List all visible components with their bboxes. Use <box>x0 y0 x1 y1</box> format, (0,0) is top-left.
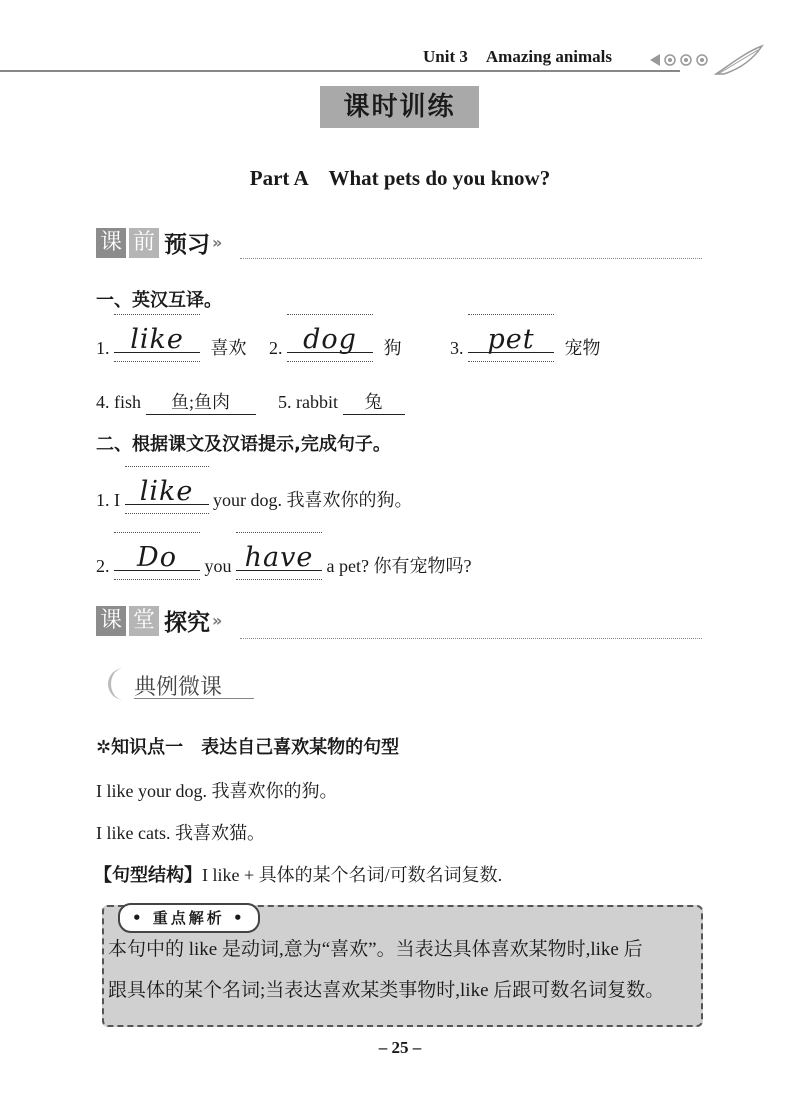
sentence-2 <box>96 542 472 578</box>
handwritten-answer: Do <box>137 542 177 573</box>
section-label: 探究 <box>164 610 210 636</box>
section-divider <box>240 638 702 639</box>
handwritten-answer: like <box>130 324 184 355</box>
header-unit: Unit 3 <box>423 47 468 66</box>
lesson-subtitle: 典例微课 <box>134 675 223 700</box>
answer-blank[interactable] <box>468 324 554 355</box>
written-answer: 鱼;鱼肉 <box>170 392 230 412</box>
double-arrow-icon: » <box>212 233 223 252</box>
lesson-underline <box>134 698 254 699</box>
structure-tag: 【句型结构】 <box>94 865 202 886</box>
item-number: 1. <box>96 338 110 358</box>
running-header <box>423 47 612 67</box>
item-number: 2. <box>269 338 283 358</box>
question-heading: 一、英汉互译。 <box>96 290 222 311</box>
handwritten-answer: dog <box>303 324 357 355</box>
sentence-structure <box>94 861 502 887</box>
section-tile: 堂 <box>129 606 159 636</box>
item-number: 4. <box>96 392 110 412</box>
feather-ornament-icon <box>646 44 766 80</box>
translation-row-1 <box>96 324 601 360</box>
item-number: 1. <box>96 490 110 510</box>
double-arrow-icon: » <box>212 611 223 630</box>
example-sentence: I like your dog. 我喜欢你的狗。 <box>96 781 338 801</box>
chinese-meaning: 喜欢 <box>210 338 247 358</box>
chinese-meaning: 狗 <box>383 338 402 358</box>
knowledge-point-title: ✲知识点一 表达自己喜欢某物的句型 <box>96 737 400 758</box>
english-word: fish <box>114 392 141 412</box>
section-tile: 课 <box>96 606 126 636</box>
written-answer: 兔 <box>364 392 383 412</box>
sentence-text: I <box>114 490 120 510</box>
sentence-text: a pet? 你有宠物吗? <box>326 556 472 576</box>
answer-blank[interactable] <box>287 324 373 355</box>
key-analysis-line: 跟具体的某个名词;当表达喜欢某类事物时,like 后跟可数名词复数。 <box>108 980 665 1001</box>
sentence-text: you <box>204 556 232 576</box>
section-explore-header <box>96 604 222 644</box>
english-word: rabbit <box>296 392 338 412</box>
lesson-title: 课时训练 <box>320 86 479 128</box>
key-analysis-tag: • 重点解析 • <box>118 903 260 933</box>
question-heading: 二、根据课文及汉语提示,完成句子。 <box>96 434 391 455</box>
section-tile: 课 <box>96 228 126 258</box>
answer-blank[interactable] <box>236 542 322 573</box>
sentence-1 <box>96 476 413 512</box>
translation-row-2 <box>96 388 405 415</box>
handwritten-answer: have <box>244 542 314 573</box>
item-number: 3. <box>450 338 464 358</box>
key-analysis-line: 本句中的 like 是动词,意为“喜欢”。当表达具体喜欢某物时,like 后 <box>108 939 643 960</box>
answer-blank[interactable] <box>125 476 209 507</box>
section-label: 预习 <box>164 232 210 258</box>
handwritten-answer: pet <box>487 324 535 355</box>
answer-blank[interactable] <box>114 324 200 355</box>
header-rule <box>0 70 680 72</box>
handwritten-answer: like <box>139 476 194 507</box>
answer-blank[interactable] <box>146 388 256 415</box>
item-number: 2. <box>96 556 110 576</box>
item-number: 5. <box>278 392 292 412</box>
part-title: Part A What pets do you know? <box>249 166 551 190</box>
answer-blank[interactable] <box>114 542 200 573</box>
answer-blank[interactable] <box>343 388 405 415</box>
section-preview-header <box>96 226 222 266</box>
sentence-text: your dog. 我喜欢你的狗。 <box>213 490 413 510</box>
example-sentence: I like cats. 我喜欢猫。 <box>96 823 265 843</box>
section-tile: 前 <box>129 228 159 258</box>
crescent-icon <box>100 666 132 702</box>
header-topic: Amazing animals <box>485 47 612 66</box>
chinese-meaning: 宠物 <box>564 338 601 358</box>
section-divider <box>240 258 702 259</box>
structure-text: I like + 具体的某个名词/可数名词复数. <box>202 865 503 885</box>
page-number: – 25 – <box>378 1038 422 1057</box>
